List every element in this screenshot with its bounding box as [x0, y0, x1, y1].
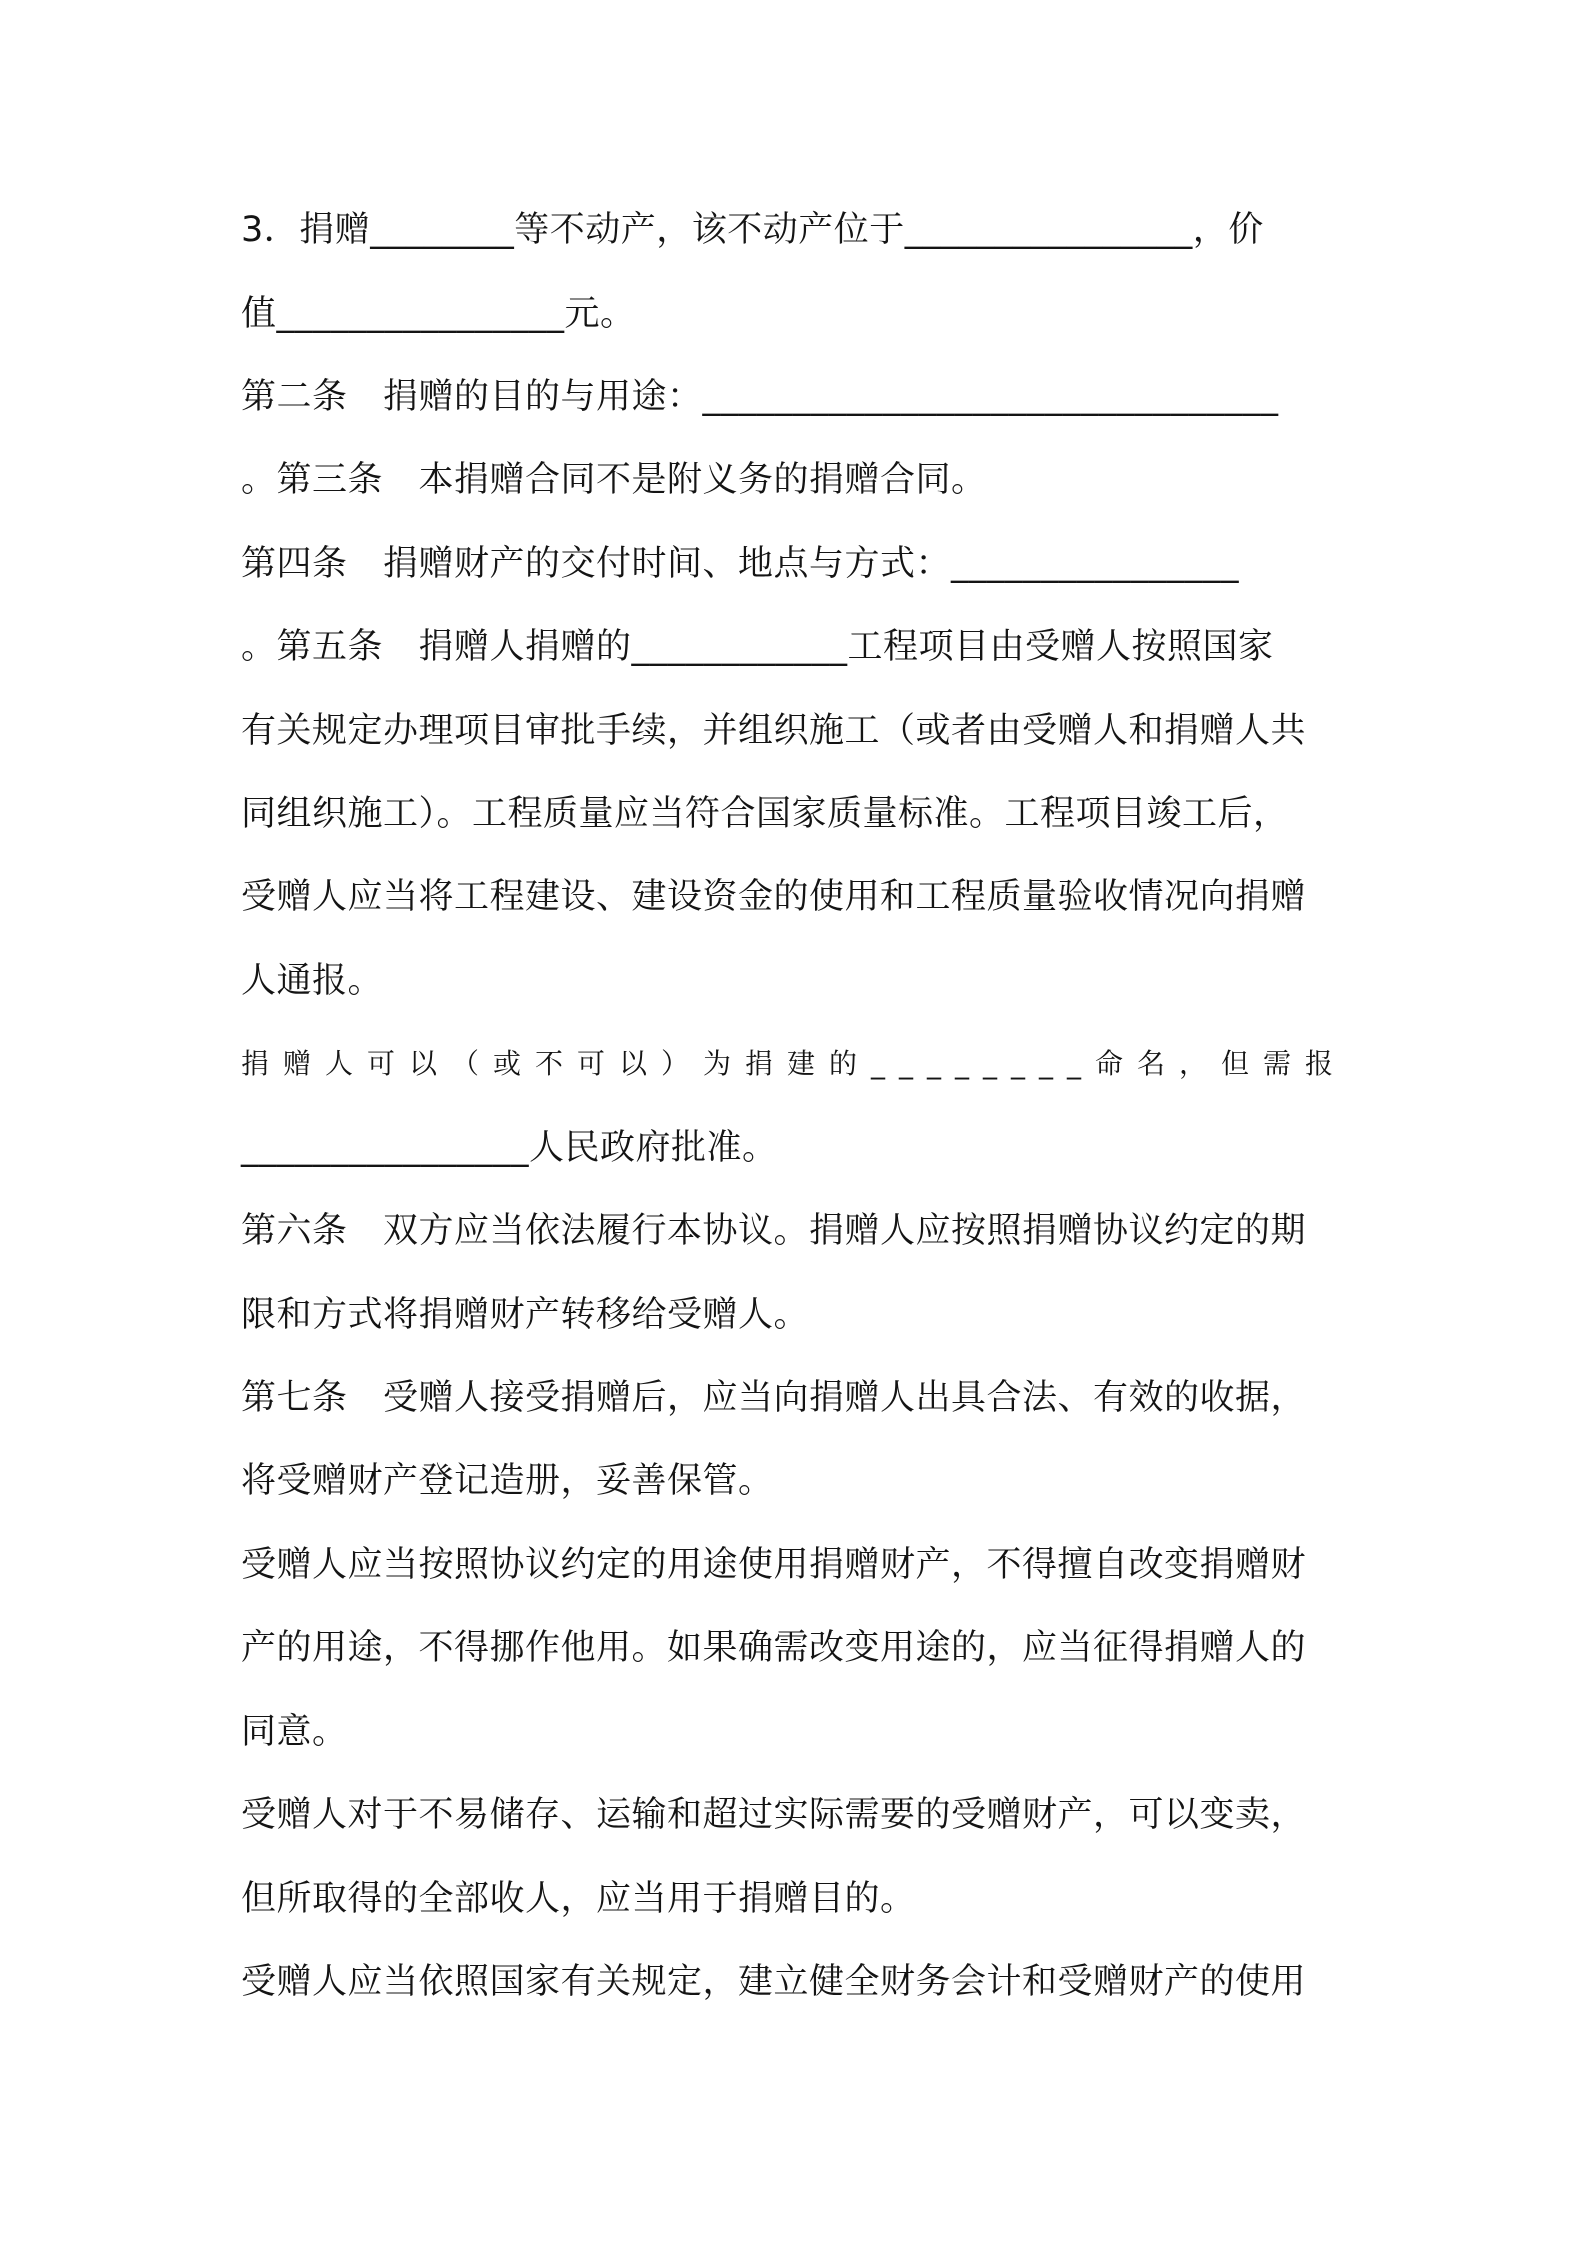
text-line: 受赠人应当依照国家有关规定，建立健全财务会计和受赠财产的使用 [241, 1962, 1307, 2002]
text-line: 。第三条 本捐赠合同不是附义务的捐赠合同。 [241, 460, 987, 500]
text-line: 第七条 受赠人接受捐赠后，应当向捐赠人出具合法、有效的收据， [241, 1378, 1307, 1418]
text-line: 。第五条 捐赠人捐赠的____________工程项目由受赠人按照国家 [241, 627, 1274, 667]
text-line: 第六条 双方应当依法履行本协议。捐赠人应按照捐赠协议约定的期 [241, 1211, 1307, 1251]
text-line: 3．捐赠________等不动产，该不动产位于________________，价 [241, 210, 1264, 250]
text-line: 值________________元。 [241, 294, 636, 334]
text-line: 捐赠人可以（或不可以）为捐建的________命名，但需报 [241, 1047, 1348, 1080]
text-line: 受赠人应当将工程建设、建设资金的使用和工程质量验收情况向捐赠 [241, 877, 1307, 917]
text-line: 但所取得的全部收人，应当用于捐赠目的。 [241, 1879, 916, 1919]
text-line: 将受赠财产登记造册，妥善保管。 [241, 1461, 774, 1501]
text-line: 限和方式将捐赠财产转移给受赠人。 [241, 1295, 810, 1335]
text-line: ________________人民政府批准。 [241, 1128, 778, 1168]
text-line: 第二条 捐赠的目的与用途：________________________________ [241, 377, 1279, 417]
text-line: 同意。 [241, 1712, 348, 1752]
text-line: 第四条 捐赠财产的交付时间、地点与方式：________________ [241, 544, 1240, 584]
text-line: 产的用途，不得挪作他用。如果确需改变用途的，应当征得捐赠人的 [241, 1628, 1307, 1668]
text-line: 同组织施工）。工程质量应当符合国家质量标准。工程项目竣工后， [241, 794, 1289, 834]
text-line: 受赠人应当按照协议约定的用途使用捐赠财产，不得擅自改变捐赠财 [241, 1545, 1307, 1585]
text-line: 有关规定办理项目审批手续，并组织施工（或者由受赠人和捐赠人共 [241, 711, 1307, 751]
text-line: 人通报。 [241, 961, 384, 1001]
text-line: 受赠人对于不易储存、运输和超过实际需要的受赠财产，可以变卖， [241, 1795, 1307, 1835]
